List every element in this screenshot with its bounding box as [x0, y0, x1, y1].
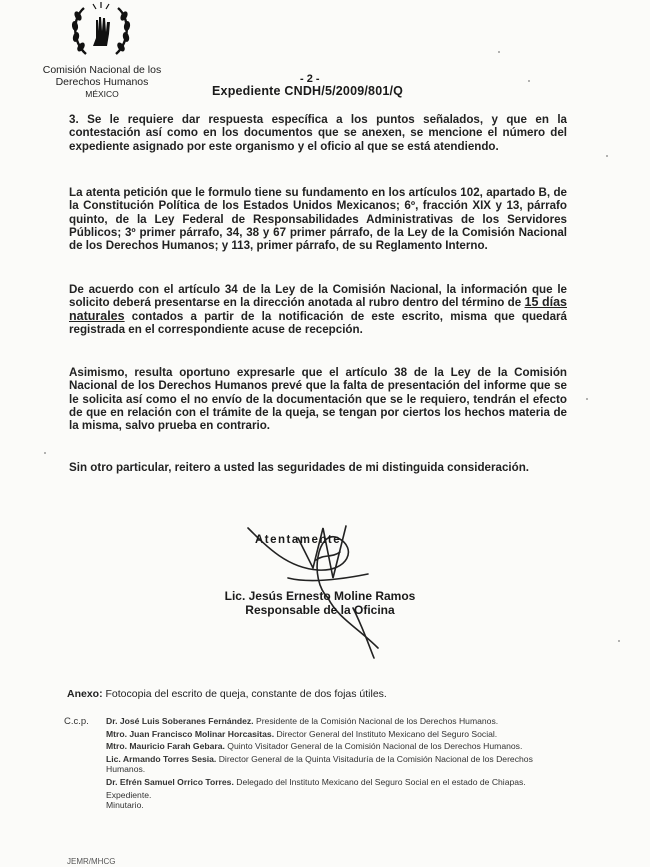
ccp-name: Lic. Armando Torres Sesia.	[106, 753, 217, 764]
ccp-label: C.c.p.	[64, 716, 89, 727]
closing-word: Atentamente	[255, 534, 342, 546]
paragraph-deadline	[69, 283, 567, 336]
scan-speck	[44, 452, 46, 454]
ccp-item	[106, 800, 566, 811]
signatory-block	[200, 589, 440, 617]
ccp-role: Director General del Instituto Mexicano del Seguro Social.	[274, 728, 498, 739]
handwritten-signature	[228, 508, 428, 668]
ccp-name: Dr. José Luis Soberanes Fernández.	[106, 716, 254, 726]
annex-line	[67, 688, 387, 700]
scan-speck	[586, 398, 588, 400]
ccp-role: Expediente.	[106, 789, 152, 800]
page-number: - 2 -	[300, 73, 320, 85]
organization-name	[22, 64, 182, 100]
cndh-logo	[60, 0, 142, 64]
ccp-item	[106, 741, 566, 752]
ccp-role: Presidente de la Comisión Nacional de los Derechos Humanos.	[253, 716, 499, 726]
scan-speck	[618, 640, 620, 642]
ccp-item	[106, 777, 566, 788]
ccp-item	[106, 716, 566, 727]
ccp-item	[106, 790, 566, 801]
deadline-highlight: 15 días naturales	[69, 295, 567, 323]
paragraph-closing: Sin otro particular, reitero a usted las seguridades de mi distinguida consideración.	[69, 461, 530, 474]
ccp-role: Delegado del Instituto Mexicano del Seguro Social en el estado de Chiapas.	[233, 776, 526, 787]
org-line-2: Derechos Humanos	[55, 76, 149, 88]
scan-speck	[606, 155, 608, 157]
ccp-name: Mtro. Mauricio Farah Gebara.	[106, 741, 225, 752]
ccp-name: Dr. Efrén Samuel Orrico Torres.	[106, 776, 234, 787]
paragraph-legal-basis: La atenta petición que le formulo tiene su fundamento en los artículos 102, apartado B, de la Constitución Política de los Estados Unidos Mexicanos; 6º, fracción XIX y 13, párrafo quinto, de la Ley Federal de Responsabilidades Administrativas de los Servidores Públicos; 3º primer párrafo, 34, 38 y 67 primer párrafo, de la Ley de la Comisión Nacional de los Derechos Humanos; y 113, primer párrafo, de su Reglamento Interno.	[69, 186, 567, 253]
org-line-3: MÉXICO	[85, 89, 119, 99]
ccp-role: Director General de la Quinta Visitaduría de la Comisión Nacional de los Derechos Humanos.	[106, 753, 533, 775]
deadline-text-a: De acuerdo con el artículo 34 de la Ley de la Comisión Nacional, la información que le solicito deberá presentarse en la dirección anotada al rubro dentro del término de	[69, 283, 567, 310]
scan-speck	[498, 51, 500, 53]
ccp-item	[106, 729, 566, 740]
annex-text: Fotocopia del escrito de queja, constante de dos fojas útiles.	[102, 688, 387, 700]
paragraph-request: 3. Se le requiere dar respuesta específica a los puntos señalados, y que en la contestación así como en los documentos que se anexen, se mencione el número del expediente asignado por este organismo y el oficio al que se está atendiendo.	[69, 113, 567, 153]
ccp-name: Mtro. Juan Francisco Molinar Horcasitas.	[106, 728, 275, 739]
ccp-list	[106, 716, 566, 813]
signatory-title: Responsable de la Oficina	[245, 603, 395, 617]
deadline-text-b: contados a partir de la notificación de este escrito, misma que quedará registrada en el correspondiente acuse de recepción.	[69, 309, 567, 336]
annex-label: Anexo:	[67, 688, 103, 700]
ccp-item	[106, 754, 566, 775]
scan-speck	[528, 80, 530, 82]
ccp-role: Minutario.	[106, 800, 144, 811]
reference-initials: JEMR/MHCG	[67, 857, 116, 866]
ccp-role: Quinto Visitador General de la Comisión Nacional de los Derechos Humanos.	[224, 741, 523, 752]
signatory-name: Lic. Jesús Ernesto Moline Ramos	[224, 589, 416, 603]
org-line-1: Comisión Nacional de los	[42, 64, 162, 76]
expediente-number: Expediente CNDH/5/2009/801/Q	[212, 84, 404, 98]
paragraph-consequences: Asimismo, resulta oportuno expresarle que el artículo 38 de la Ley de la Comisión Nacional de los Derechos Humanos prevé que la falta de presentación del informe que se le solicita así como el no envío de la documentación que se le requiero, tendrán el efecto de que en relación con el trámite de la queja, se tengan por ciertos los hechos materia de la misma, salvo prueba en contrario.	[69, 366, 567, 433]
